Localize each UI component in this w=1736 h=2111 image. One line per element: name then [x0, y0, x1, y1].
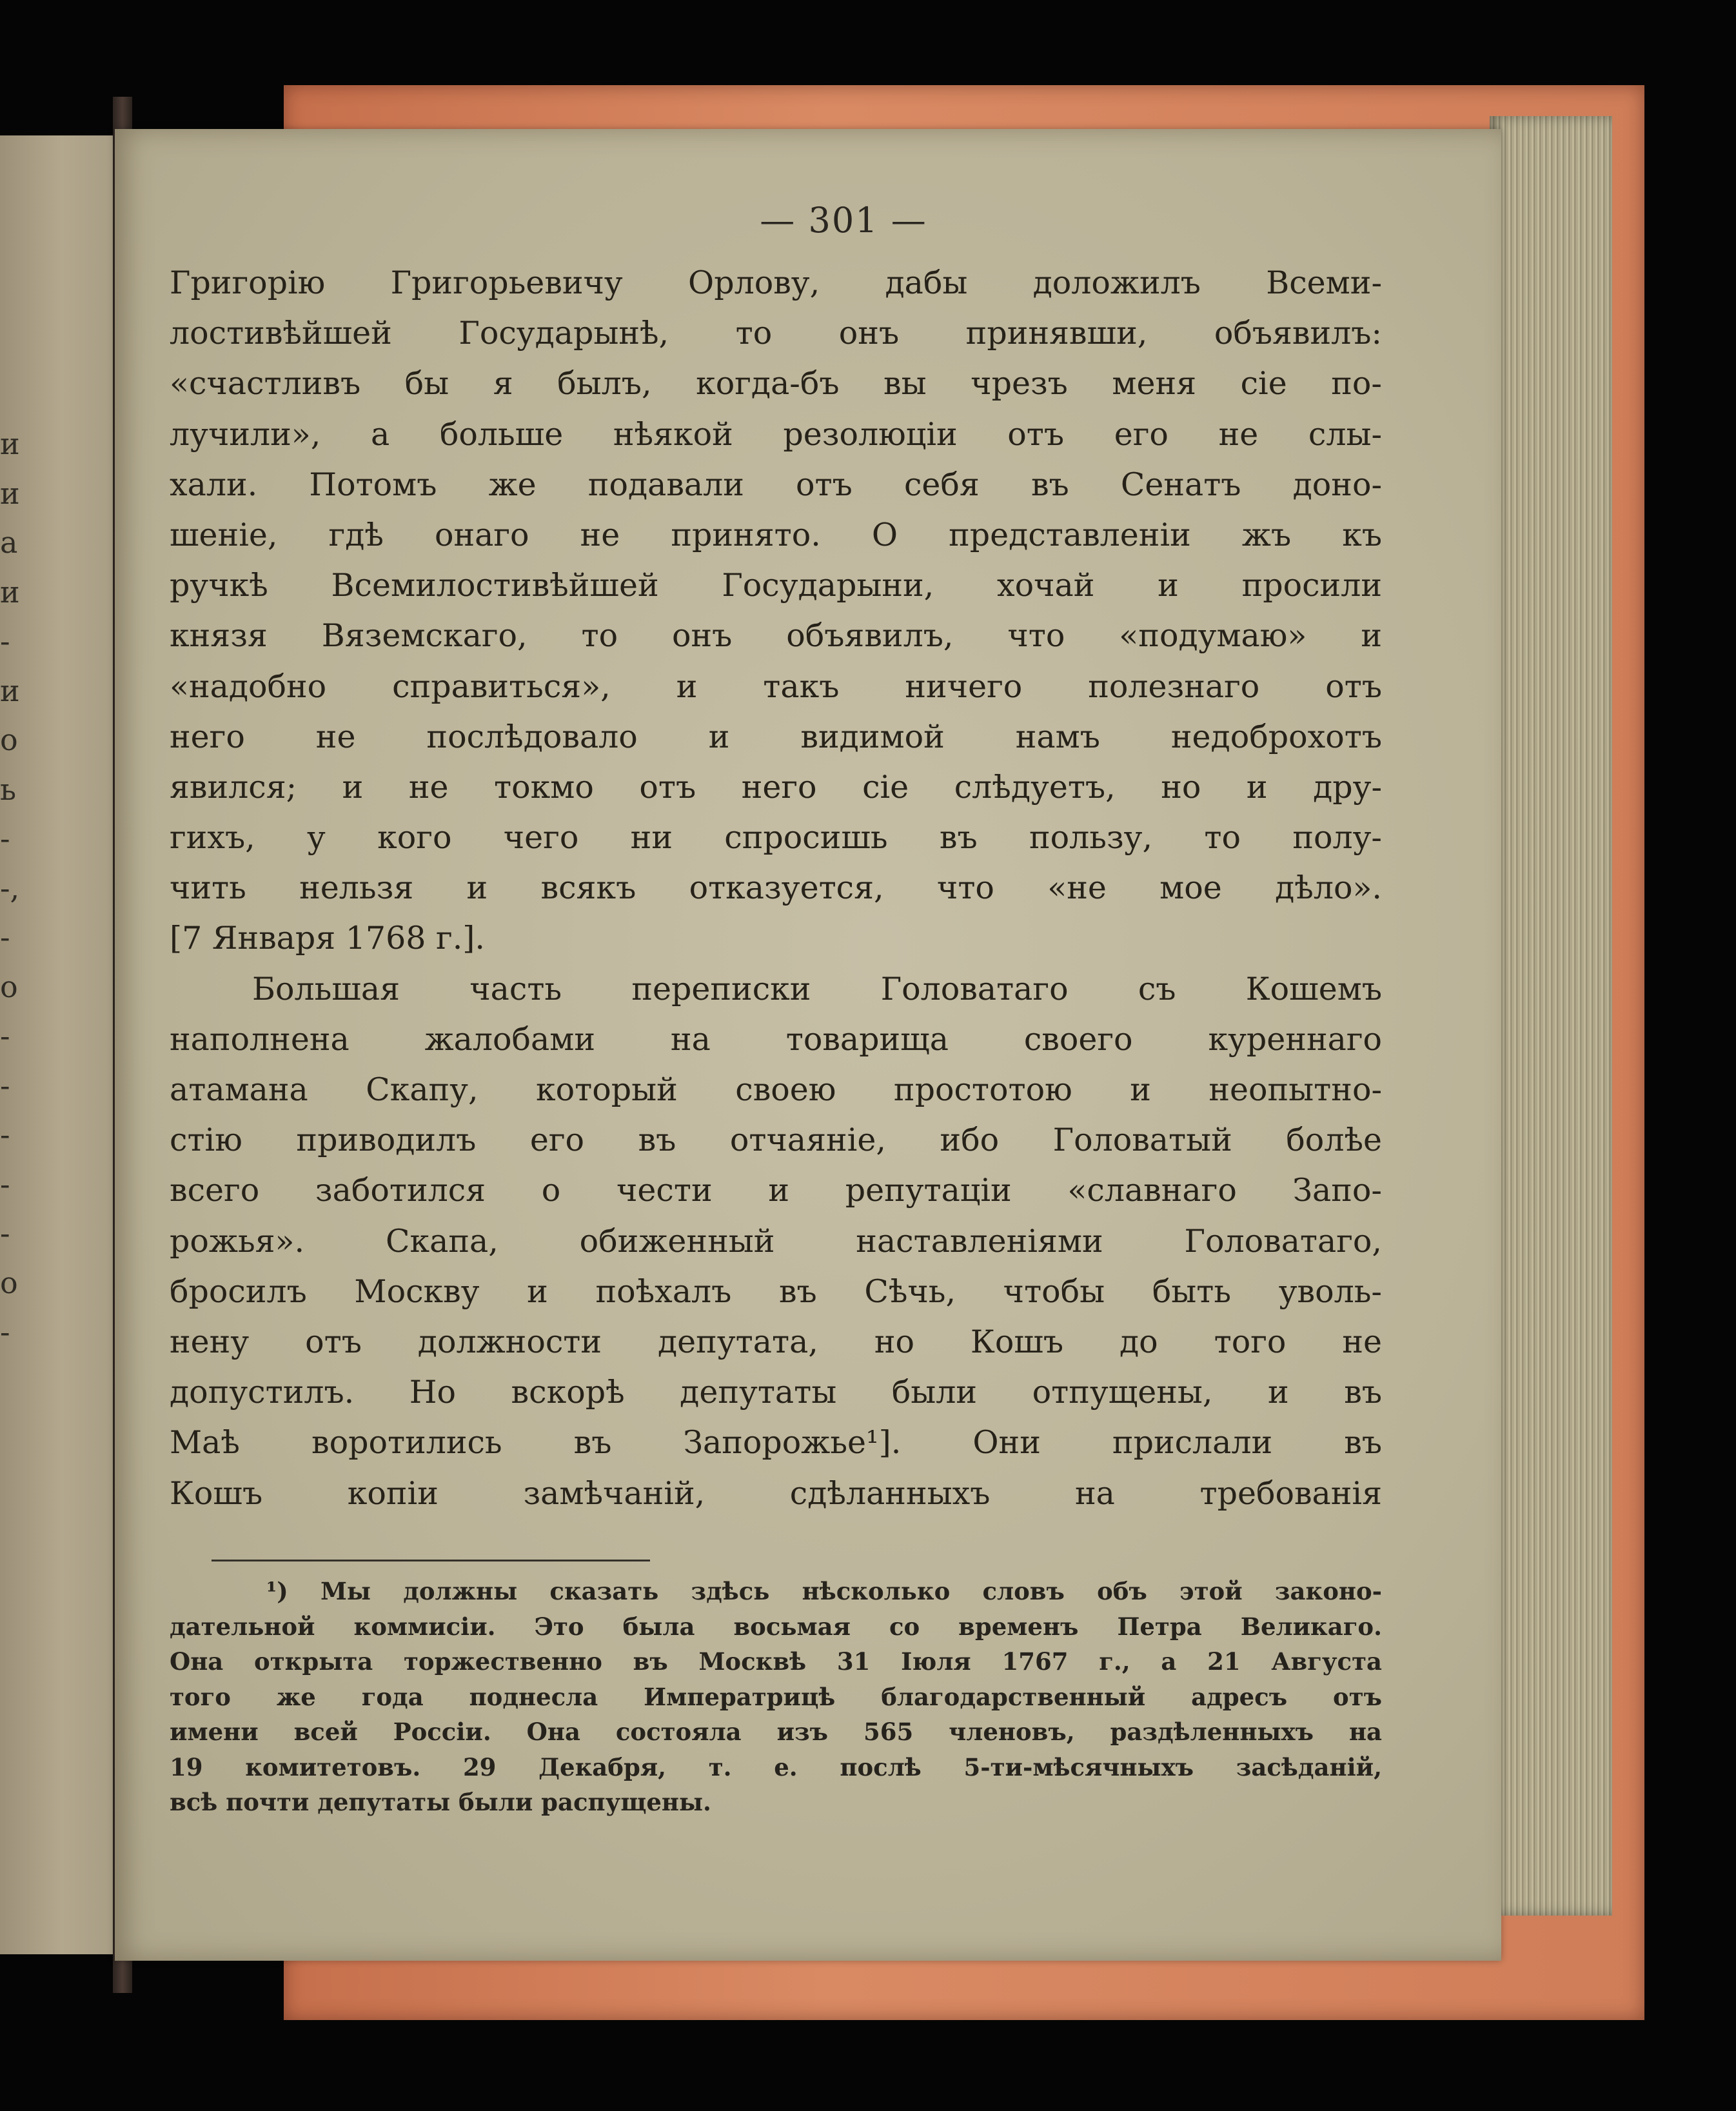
footnote-line: всѣ почти депутаты были распущены. — [170, 1788, 711, 1816]
previous-page-fragment: -, — [0, 870, 20, 906]
previous-page-fragment: - — [0, 1067, 10, 1103]
previous-page-fragment: и — [0, 673, 20, 708]
text-line: допустилъ. Но вскорѣ депутаты были отпущены, и въ — [170, 1374, 1382, 1411]
text-line: Кошъ копіи замѣчаній, сдѣланныхъ на требованія — [170, 1474, 1382, 1512]
footnote-line: имени всей Россіи. Она состояла изъ 565 членовъ, раздѣленныхъ на — [170, 1718, 1382, 1746]
text-line: бросилъ Москву и поѣхалъ въ Сѣчь, чтобы быть уволь- — [170, 1273, 1382, 1310]
text-line: наполнена жалобами на товарища своего куреннаго — [170, 1020, 1382, 1058]
text-line: ручкѣ Всемилостивѣйшей Государыни, хочай и просили — [170, 567, 1382, 604]
previous-page-fragment: и — [0, 475, 20, 511]
text-line: князя Вяземскаго, то онъ объявилъ, что «подумаю» и — [170, 617, 1382, 655]
text-line: гихъ, у кого чего ни спросишь въ пользу, то полу- — [170, 819, 1382, 857]
footnote-line: ¹) Мы должны сказать здѣсь нѣсколько словъ объ этой законо- — [266, 1577, 1382, 1605]
previous-page-fragment: ь — [0, 771, 17, 807]
text-line: него не послѣдовало и видимой намъ недоброхотъ — [170, 718, 1382, 755]
footnote-line: того же года поднесла Императрицѣ благодарственный адресъ отъ — [170, 1682, 1382, 1711]
text-line: лучили», а больше нѣякой резолюціи отъ его не слы- — [170, 415, 1382, 453]
previous-page-text-fragments — [0, 419, 39, 1357]
text-line: нену отъ должности депутата, но Кошъ до того не — [170, 1323, 1382, 1360]
text-line: Маѣ воротились въ Запорожье¹]. Они прислали въ — [170, 1424, 1382, 1462]
previous-page-fragment: а — [0, 525, 18, 560]
text-line: всего заботился о чести и репутаціи «славнаго Запо- — [170, 1172, 1382, 1209]
text-line: Григорію Григорьевичу Орлову, дабы доложилъ Всеми- — [170, 264, 1382, 301]
text-line: «надобно справиться», и такъ ничего полезнаго отъ — [170, 668, 1382, 705]
footnote-divider — [212, 1560, 650, 1561]
paragraph-start-line: Большая часть переписки Головатаго съ Кошемъ — [252, 970, 1382, 1007]
footnote-line: 19 комитетовъ. 29 Декабря, т. е. послѣ 5-ти-мѣсячныхъ засѣданій, — [170, 1752, 1382, 1781]
previous-page-fragment: - — [0, 1314, 10, 1349]
previous-page-fragment: и — [0, 574, 20, 610]
previous-page-fragment: - — [0, 920, 10, 955]
previous-page-fragment: - — [0, 624, 10, 659]
text-line: [7 Января 1768 г.]. — [170, 920, 485, 957]
page-number: — 301 — — [760, 200, 927, 241]
text-line: явился; и не токмо отъ него сіе слѣдуетъ, но и дру- — [170, 768, 1382, 806]
book-page — [115, 129, 1501, 1961]
text-line: лостивѣйшей Государынѣ, то онъ принявши, объявилъ: — [170, 315, 1382, 352]
previous-page-fragment: о — [0, 969, 18, 1004]
footnote-line: Она открыта торжественно въ Москвѣ 31 Іюля 1767 г., а 21 Августа — [170, 1647, 1382, 1676]
text-line: шеніе, гдѣ онаго не принято. О представленіи жъ къ — [170, 516, 1382, 553]
main-text — [170, 258, 1382, 1519]
previous-page-fragment: о — [0, 1265, 18, 1300]
previous-page-fragment: - — [0, 821, 10, 856]
text-line: атамана Скапу, который своею простотою и неопытно- — [170, 1071, 1382, 1108]
text-line: чить нельзя и всякъ отказуется, что «не мое дѣло». — [170, 869, 1382, 907]
previous-page-fragment: - — [0, 1018, 10, 1053]
previous-page-fragment: и — [0, 426, 20, 461]
previous-page-fragment: - — [0, 1117, 10, 1152]
previous-page-edge — [0, 135, 123, 1954]
previous-page-fragment: - — [0, 1166, 10, 1202]
text-line: стію приводилъ его въ отчаяніе, ибо Головатый болѣе — [170, 1122, 1382, 1159]
previous-page-fragment: - — [0, 1216, 10, 1251]
text-line: «счастливъ бы я былъ, когда-бъ вы чрезъ меня сіе по- — [170, 365, 1382, 402]
footnote-line: дательной коммисіи. Это была восьмая со временъ Петра Великаго. — [170, 1612, 1382, 1641]
page-stack-edges — [1490, 116, 1612, 1916]
text-line: рожья». Скапа, обиженный наставленіями Головатаго, — [170, 1222, 1382, 1260]
previous-page-fragment: о — [0, 722, 18, 757]
text-line: хали. Потомъ же подавали отъ себя въ Сенатъ доно- — [170, 466, 1382, 503]
footnote — [170, 1574, 1382, 1820]
